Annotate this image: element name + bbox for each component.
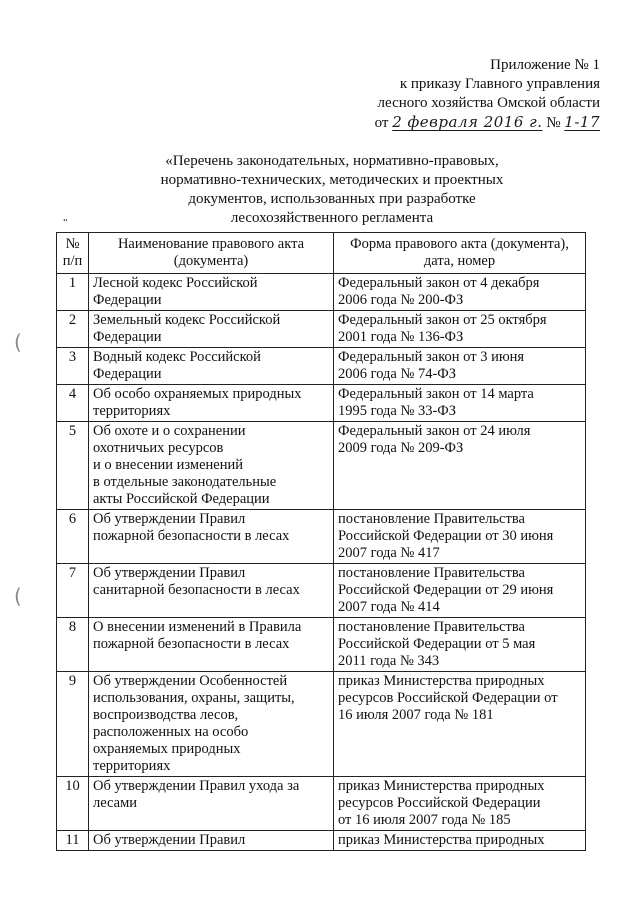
hole-punch-mark: ( bbox=[14, 584, 22, 608]
act-form: Федеральный закон от 3 июня 2006 года № 74-ФЗ bbox=[334, 348, 586, 385]
act-name: Об утверждении Правил ухода за лесами bbox=[89, 777, 334, 831]
act-name: Об утверждении Правил пожарной безопасности в лесах bbox=[89, 510, 334, 564]
handwritten-date: 2 февраля 2016 г. bbox=[392, 113, 543, 131]
row-number: 1 bbox=[57, 274, 89, 311]
table-row bbox=[57, 274, 586, 311]
hole-punch-mark: ( bbox=[14, 330, 22, 354]
act-form: Федеральный закон от 24 июля 2009 года № 209-ФЗ bbox=[334, 422, 586, 510]
table-row bbox=[57, 564, 586, 618]
row-number: 3 bbox=[57, 348, 89, 385]
title-line: «Перечень законодательных, нормативно-правовых, bbox=[165, 153, 499, 169]
closing-quote-mark: " bbox=[63, 217, 68, 229]
act-form: постановление Правительства Российской Федерации от 30 июня 2007 года № 417 bbox=[334, 510, 586, 564]
row-number: 7 bbox=[57, 564, 89, 618]
title-line: документов, использованных при разработке bbox=[188, 191, 476, 207]
handwritten-number: 1-17 bbox=[564, 113, 600, 131]
documents-table bbox=[56, 232, 586, 851]
act-form: приказ Министерства природных ресурсов Российской Федерации от 16 июля 2007 года № 185 bbox=[334, 777, 586, 831]
number-label: № bbox=[546, 115, 561, 131]
header-num: № п/п bbox=[57, 233, 89, 274]
act-name: Об охоте и о сохранении охотничьих ресурсов и о внесении изменений в отдельные законодательные акты Российской Федерации bbox=[89, 422, 334, 510]
order-date-line bbox=[375, 113, 600, 133]
act-name: Об утверждении Особенностей использования, охраны, защиты, воспроизводства лесов, расположенных на особо охраняемых природных территориях bbox=[89, 672, 334, 777]
table-row bbox=[57, 672, 586, 777]
row-number: 4 bbox=[57, 385, 89, 422]
row-number: 11 bbox=[57, 831, 89, 851]
row-number: 8 bbox=[57, 618, 89, 672]
appendix-number: Приложение № 1 bbox=[490, 57, 600, 73]
header-name: Наименование правового акта (документа) bbox=[89, 233, 334, 274]
document-title bbox=[92, 152, 572, 228]
header-form: Форма правового акта (документа), дата, номер bbox=[334, 233, 586, 274]
table-row bbox=[57, 618, 586, 672]
act-name: О внесении изменений в Правила пожарной безопасности в лесах bbox=[89, 618, 334, 672]
table-header-row bbox=[57, 233, 586, 274]
table-row bbox=[57, 385, 586, 422]
act-name: Лесной кодекс Российской Федерации bbox=[89, 274, 334, 311]
department-name: лесного хозяйства Омской области bbox=[377, 95, 600, 111]
act-form: Федеральный закон от 25 октября 2001 года № 136-ФЗ bbox=[334, 311, 586, 348]
table-row bbox=[57, 348, 586, 385]
title-line: лесохозяйственного регламента bbox=[230, 210, 434, 226]
act-name: Земельный кодекс Российской Федерации bbox=[89, 311, 334, 348]
row-number: 6 bbox=[57, 510, 89, 564]
from-label: от bbox=[374, 115, 389, 131]
title-line: нормативно-технических, методических и проектных bbox=[160, 172, 504, 188]
act-form: постановление Правительства Российской Федерации от 5 мая 2011 года № 343 bbox=[334, 618, 586, 672]
table-row bbox=[57, 422, 586, 510]
table-row bbox=[57, 777, 586, 831]
act-form: приказ Министерства природных ресурсов Российской Федерации от 16 июля 2007 года № 181 bbox=[334, 672, 586, 777]
act-form: Федеральный закон от 14 марта 1995 года № 33-ФЗ bbox=[334, 385, 586, 422]
act-name: Водный кодекс Российской Федерации bbox=[89, 348, 334, 385]
act-form: приказ Министерства природных bbox=[334, 831, 586, 851]
act-name: Об особо охраняемых природных территориях bbox=[89, 385, 334, 422]
act-form: Федеральный закон от 4 декабря 2006 года № 200-ФЗ bbox=[334, 274, 586, 311]
row-number: 2 bbox=[57, 311, 89, 348]
row-number: 5 bbox=[57, 422, 89, 510]
appendix-header bbox=[375, 56, 600, 133]
act-name: Об утверждении Правил bbox=[89, 831, 334, 851]
act-form: постановление Правительства Российской Федерации от 29 июня 2007 года № 414 bbox=[334, 564, 586, 618]
row-number: 10 bbox=[57, 777, 89, 831]
table-row bbox=[57, 510, 586, 564]
act-name: Об утверждении Правил санитарной безопасности в лесах bbox=[89, 564, 334, 618]
row-number: 9 bbox=[57, 672, 89, 777]
table-row bbox=[57, 311, 586, 348]
table-row bbox=[57, 831, 586, 851]
order-reference: к приказу Главного управления bbox=[399, 76, 600, 92]
